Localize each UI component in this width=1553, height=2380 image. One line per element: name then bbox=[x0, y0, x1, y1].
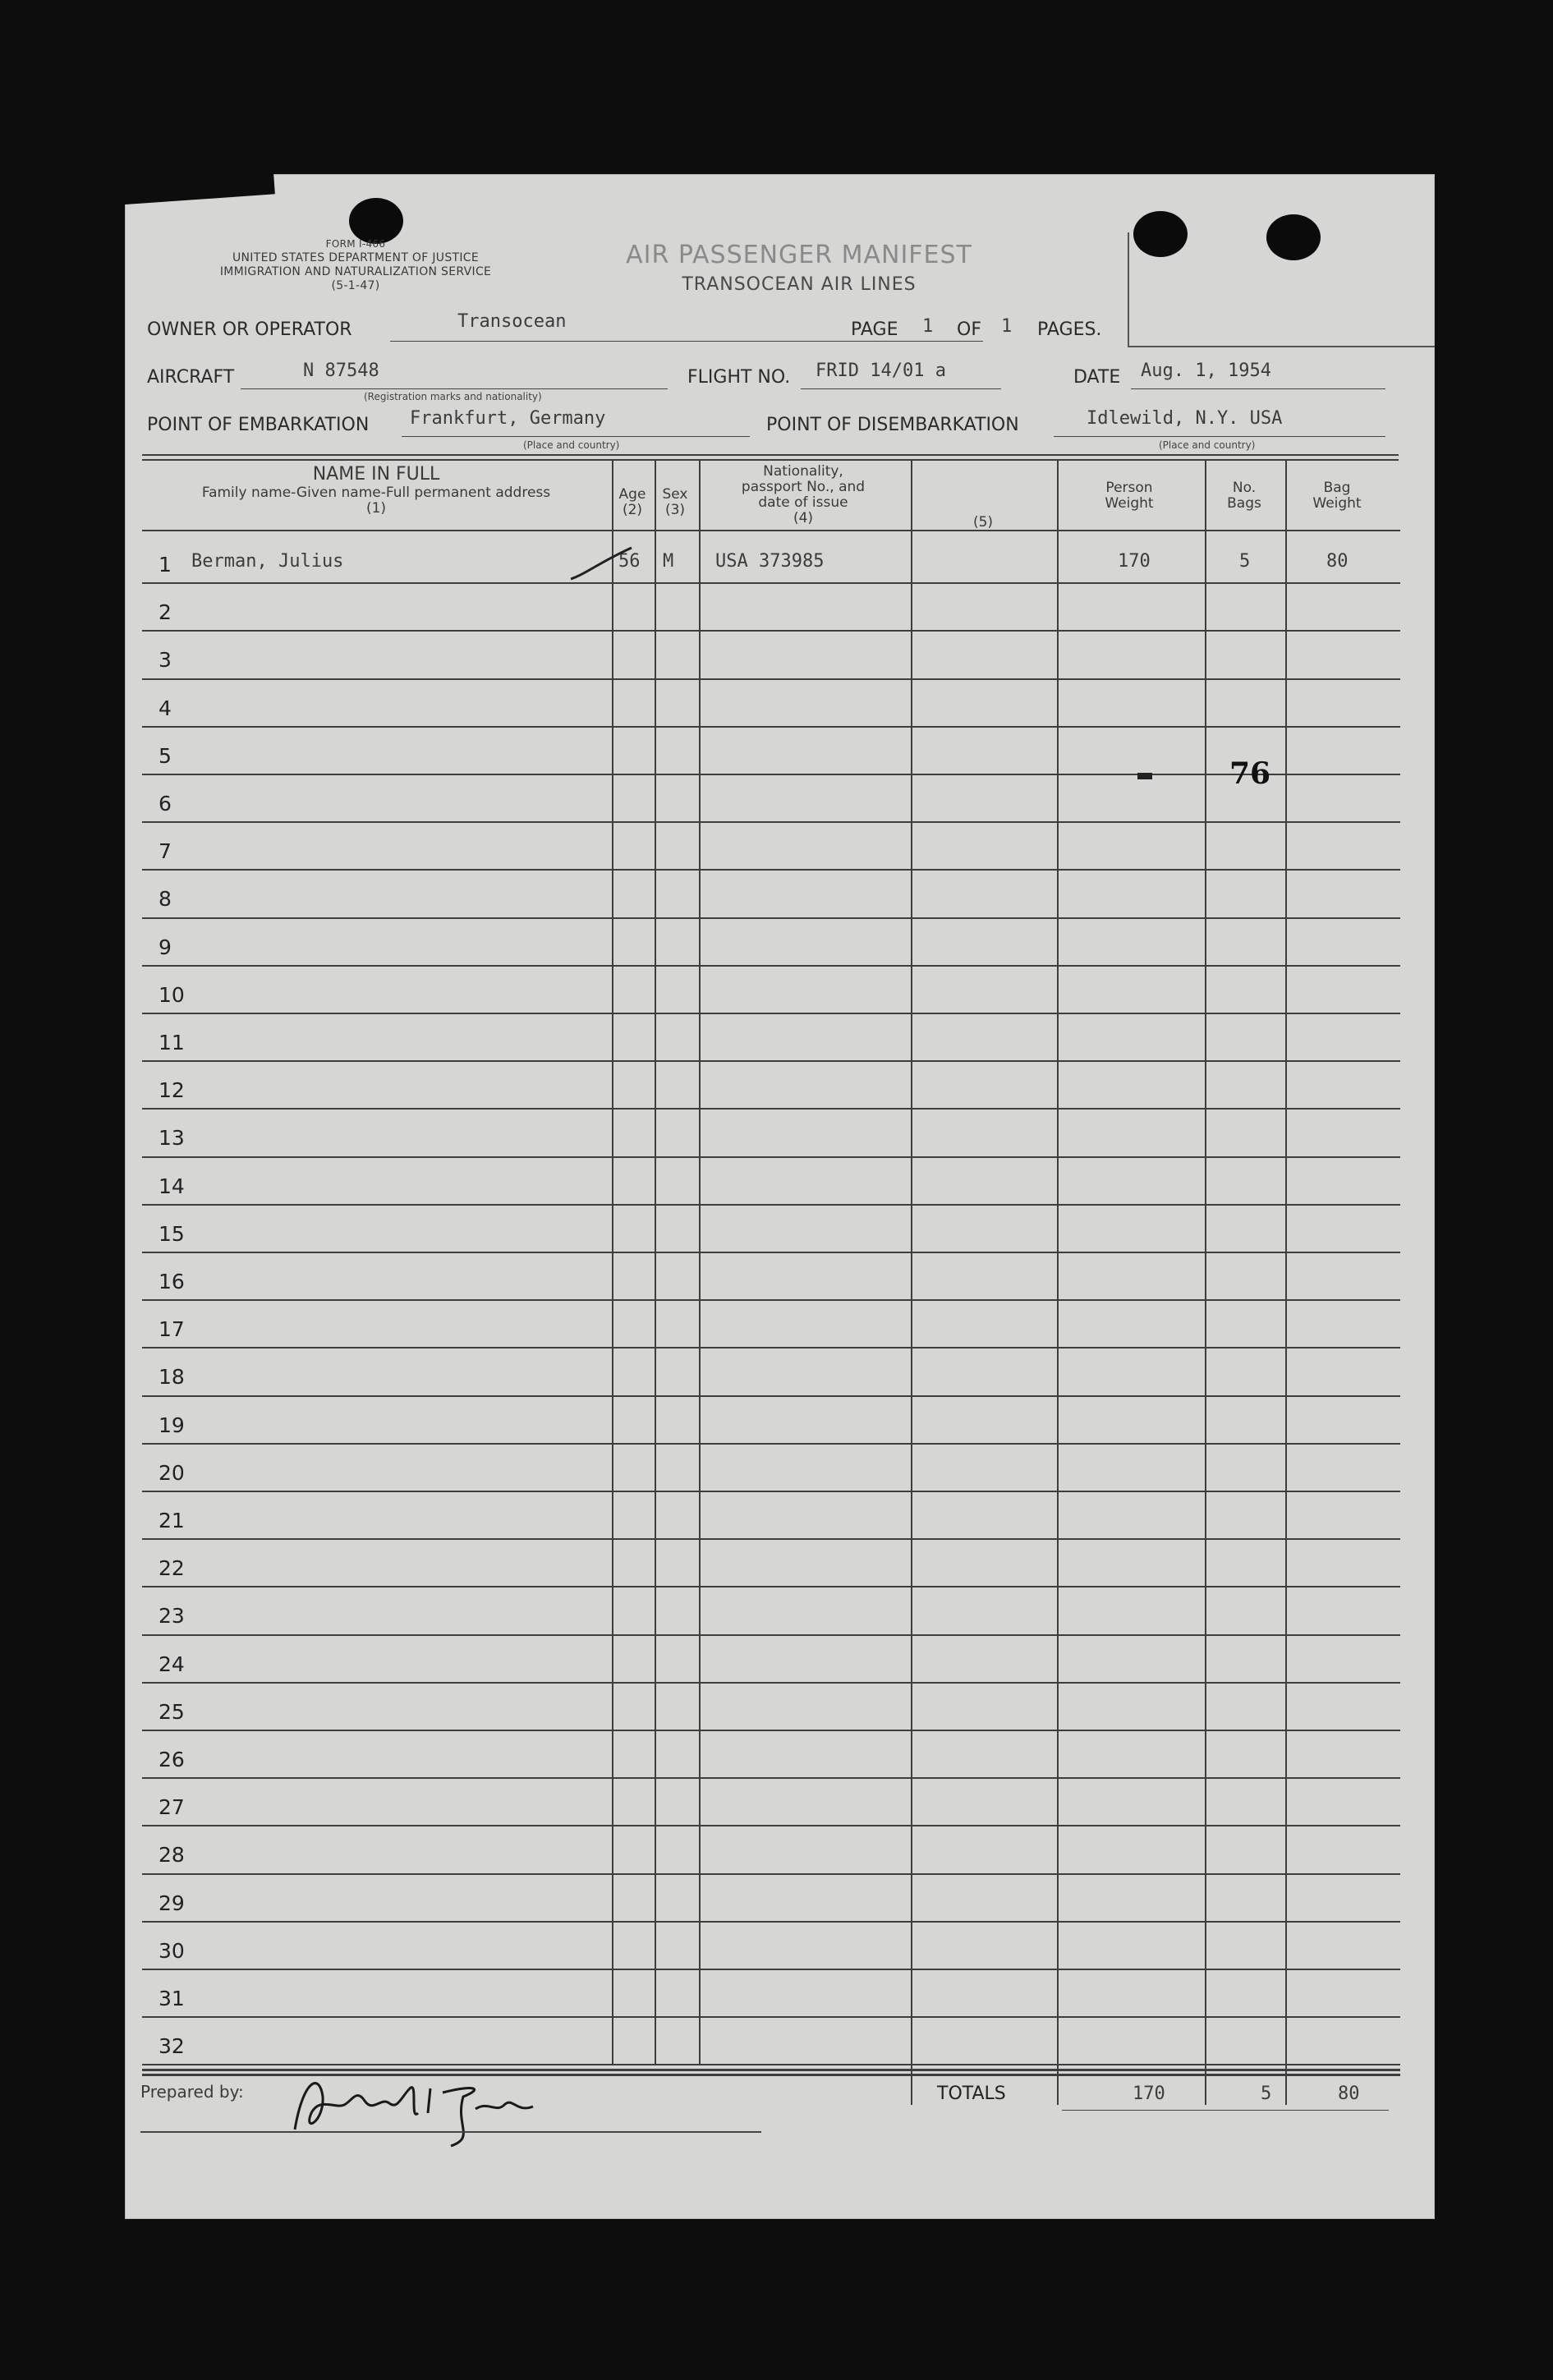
sex-header: Sex bbox=[662, 486, 688, 503]
flight-value: FRID 1​4/01 a bbox=[816, 361, 946, 381]
row-divider bbox=[142, 1156, 1400, 1158]
row-divider bbox=[142, 1682, 1400, 1684]
embark-caption: (Place and country) bbox=[523, 439, 620, 451]
row-divider bbox=[142, 2016, 1400, 2018]
row-number: 22 bbox=[159, 1556, 185, 1581]
row-number: 5 bbox=[159, 743, 172, 768]
row-number: 12 bbox=[159, 1078, 185, 1103]
date-label: DATE bbox=[1073, 367, 1121, 388]
row-number: 23 bbox=[159, 1604, 185, 1629]
header-divider bbox=[142, 530, 1400, 531]
row-divider bbox=[142, 726, 1400, 728]
bag-weight-header-1: Bag bbox=[1323, 480, 1351, 496]
flight-label: FLIGHT NO. bbox=[687, 367, 791, 388]
row-divider bbox=[142, 1347, 1400, 1349]
row-divider bbox=[142, 869, 1400, 871]
of-value: 1 bbox=[1001, 316, 1013, 337]
row-divider bbox=[142, 1299, 1400, 1301]
column-divider bbox=[612, 461, 613, 2064]
row-divider bbox=[142, 1777, 1400, 1779]
totals-label: TOTALS bbox=[937, 2084, 1006, 2104]
row-number: 4 bbox=[159, 696, 172, 720]
row-number: 1 bbox=[159, 553, 172, 577]
bag-weight-header-2: Weight bbox=[1312, 495, 1362, 512]
row-number: 29 bbox=[159, 1891, 185, 1915]
aircraft-caption: (Registration marks and nationality) bbox=[364, 391, 542, 402]
age-header: Age bbox=[618, 486, 646, 503]
row-divider bbox=[142, 1730, 1400, 1731]
owner-label: OWNER OR OPERATOR bbox=[147, 319, 352, 340]
passenger-bag-weight: 80 bbox=[1326, 551, 1349, 572]
owner-value: Transocean bbox=[457, 311, 567, 332]
total-person-weight: 170 bbox=[1133, 2084, 1165, 2104]
column-divider bbox=[699, 461, 701, 2064]
row-divider bbox=[142, 1108, 1400, 1110]
check-mark bbox=[569, 543, 635, 584]
sex-header-num: (3) bbox=[664, 502, 686, 518]
row-number: 6 bbox=[159, 792, 172, 816]
row-number: 13 bbox=[159, 1126, 185, 1151]
aircraft-value: N 87548 bbox=[303, 361, 379, 381]
row-number: 28 bbox=[159, 1843, 185, 1868]
ink-mark bbox=[1137, 773, 1152, 779]
form-subtitle: TRANSOCEAN AIR LINES bbox=[682, 274, 917, 295]
row-number: 32 bbox=[159, 2034, 185, 2059]
row-divider bbox=[142, 582, 1400, 584]
page-value: 1 bbox=[922, 316, 934, 337]
aircraft-label: AIRCRAFT bbox=[147, 367, 235, 388]
torn-corner bbox=[116, 145, 275, 204]
passenger-sex: M bbox=[663, 551, 674, 572]
disembark-caption: (Place and country) bbox=[1159, 439, 1256, 451]
column-divider bbox=[1205, 461, 1206, 2105]
passenger-nationality: USA 373985 bbox=[715, 551, 825, 572]
total-bag-weight: 80 bbox=[1338, 2084, 1360, 2104]
passenger-age: 56 bbox=[618, 551, 641, 572]
total-bags: 5 bbox=[1261, 2084, 1272, 2104]
row-divider bbox=[142, 917, 1400, 919]
row-number: 17 bbox=[159, 1317, 185, 1342]
nationality-header-3: date of issue bbox=[758, 494, 848, 511]
person-weight-header-2: Weight bbox=[1105, 495, 1154, 512]
row-number: 14 bbox=[159, 1174, 185, 1198]
row-number: 7 bbox=[159, 839, 172, 864]
name-header-num: (1) bbox=[365, 500, 387, 517]
pages-label: PAGES. bbox=[1037, 319, 1102, 340]
corner-box bbox=[1128, 232, 1435, 347]
row-divider bbox=[142, 1204, 1400, 1206]
row-number: 10 bbox=[159, 982, 185, 1007]
row-divider bbox=[142, 1013, 1400, 1014]
row-number: 2 bbox=[159, 600, 172, 625]
row-number: 24 bbox=[159, 1652, 185, 1676]
form-number: FORM I-466 bbox=[325, 238, 386, 250]
row-number: 27 bbox=[159, 1795, 185, 1820]
signature bbox=[287, 2064, 541, 2154]
row-number: 19 bbox=[159, 1413, 185, 1437]
agency-line2: IMMIGRATION AND NATURALIZATION SERVICE bbox=[219, 265, 492, 278]
column-divider bbox=[655, 461, 656, 2064]
row-number: 26 bbox=[159, 1748, 185, 1771]
row-divider bbox=[142, 678, 1400, 680]
embark-value: Frankfurt, Germany bbox=[410, 408, 606, 429]
col5-header-num: (5) bbox=[972, 514, 994, 531]
row-number: 9 bbox=[159, 935, 172, 959]
row-number: 15 bbox=[159, 1221, 185, 1246]
row-number: 20 bbox=[159, 1460, 185, 1485]
row-divider bbox=[142, 1252, 1400, 1253]
row-number: 18 bbox=[159, 1365, 185, 1390]
of-label: OF bbox=[957, 319, 981, 340]
nationality-header-2: passport No., and bbox=[741, 479, 866, 495]
row-divider bbox=[142, 774, 1400, 775]
bags-header-2: Bags bbox=[1227, 495, 1261, 512]
row-number: 21 bbox=[159, 1509, 185, 1532]
row-divider bbox=[142, 1538, 1400, 1540]
name-header-sub: Family name-Given name-Full permanent address bbox=[201, 485, 551, 501]
manifest-sheet bbox=[125, 174, 1435, 2219]
passenger-bags: 5 bbox=[1239, 551, 1251, 572]
row-divider bbox=[142, 1634, 1400, 1636]
passenger-name: Berman, Julius bbox=[191, 551, 344, 572]
prepared-by-label: Prepared by: bbox=[140, 2082, 244, 2102]
row-divider bbox=[142, 1969, 1400, 1970]
row-number: 16 bbox=[159, 1270, 185, 1293]
row-divider bbox=[142, 1395, 1400, 1397]
agency-line1: UNITED STATES DEPARTMENT OF JUSTICE bbox=[232, 251, 480, 264]
row-divider bbox=[142, 1921, 1400, 1923]
disembark-label: POINT OF DISEMBARKATION bbox=[766, 415, 1019, 435]
nationality-header-num: (4) bbox=[793, 510, 814, 526]
form-title: AIR PASSENGER MANIFEST bbox=[626, 241, 972, 269]
page-label: PAGE bbox=[851, 319, 898, 340]
column-divider bbox=[1285, 461, 1287, 2105]
age-header-num: (2) bbox=[622, 502, 643, 518]
row-divider bbox=[142, 1443, 1400, 1445]
date-value: Aug. 1, 1954 bbox=[1141, 361, 1271, 381]
stamp-number: 76 bbox=[1229, 756, 1271, 791]
row-divider bbox=[142, 965, 1400, 967]
row-divider bbox=[142, 1060, 1400, 1062]
row-divider bbox=[142, 1491, 1400, 1492]
row-divider bbox=[142, 1586, 1400, 1587]
row-number: 25 bbox=[159, 1699, 185, 1724]
person-weight-header-1: Person bbox=[1105, 480, 1153, 496]
row-number: 8 bbox=[159, 887, 172, 912]
row-divider bbox=[142, 630, 1400, 632]
nationality-header-1: Nationality, bbox=[763, 463, 843, 480]
disembark-value: Idlewild, N.Y. USA bbox=[1087, 408, 1283, 429]
column-divider bbox=[1057, 461, 1059, 2105]
bags-header-1: No. bbox=[1232, 480, 1257, 496]
name-header-title: NAME IN FULL bbox=[312, 464, 440, 485]
row-divider bbox=[142, 1825, 1400, 1826]
embark-label: POINT OF EMBARKATION bbox=[147, 415, 370, 435]
row-divider bbox=[142, 1873, 1400, 1875]
row-number: 11 bbox=[159, 1031, 185, 1054]
row-divider bbox=[142, 821, 1400, 823]
row-number: 3 bbox=[159, 648, 172, 673]
row-number: 30 bbox=[159, 1938, 185, 1963]
form-date: (5-1-47) bbox=[331, 279, 380, 292]
column-divider bbox=[911, 461, 912, 2105]
row-number: 31 bbox=[159, 1987, 185, 2010]
passenger-weight: 170 bbox=[1118, 551, 1151, 572]
